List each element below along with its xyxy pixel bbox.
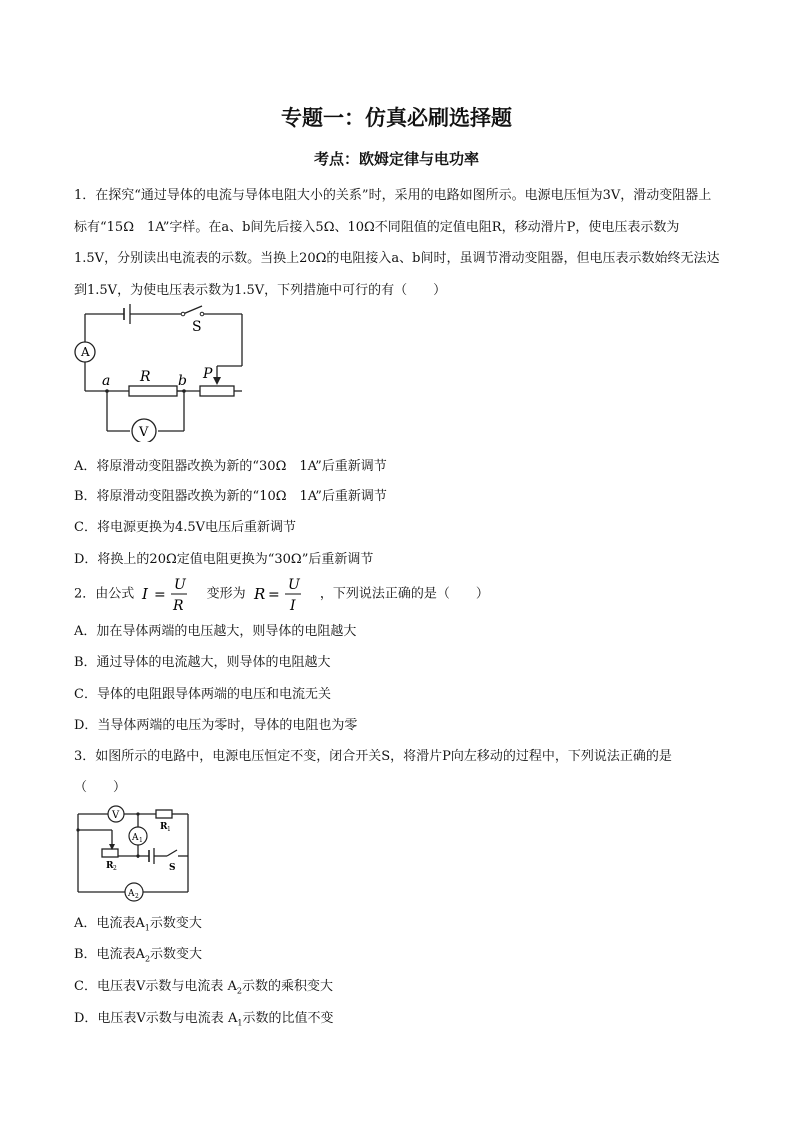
q3-option-a xyxy=(74,914,202,939)
q3-r1-label: R xyxy=(160,822,168,832)
q2-formula2-denominator: I xyxy=(289,598,296,614)
q3-ammeter2-subscript: 2 xyxy=(135,893,139,900)
q1-resistor-label: R xyxy=(140,369,151,385)
q3-option-b-subscript: 2 xyxy=(144,954,151,964)
q2-middle: 变形为 xyxy=(206,586,246,602)
q2-formula2-lhs: R xyxy=(253,585,266,603)
q3-option-a-text-end: 示数变大 xyxy=(149,916,202,931)
q3-ammeter1-label: A xyxy=(132,833,139,843)
q3-ammeter2-label: A xyxy=(128,889,135,899)
q1-ammeter-label: A xyxy=(81,345,90,359)
page-subtitle: 考点：欧姆定律与电功率 xyxy=(313,150,479,168)
q3-r2-subscript: 2 xyxy=(113,865,117,872)
page-title: 专题一：仿真必刷选择题 xyxy=(281,106,512,130)
q3-ammeter1-subscript: 1 xyxy=(139,837,143,844)
q2-suffix: ，下列说法正确的是（ ） xyxy=(319,586,489,602)
q1-option-a: A．将原滑动变阻器改换为新的“30Ω 1A”后重新调节 xyxy=(74,459,387,474)
q2-formula-resistance xyxy=(252,572,314,616)
q2-option-c: C．导体的电阻跟导体两端的电压和电流无关 xyxy=(74,687,331,702)
q2-prefix: 2．由公式 xyxy=(74,586,135,602)
q3-option-b-text: B．电流表A xyxy=(74,947,145,962)
q1-node-a-label: a xyxy=(102,373,111,389)
svg-text:=: = xyxy=(267,587,280,603)
q3-circuit-diagram xyxy=(74,804,196,904)
q3-option-d xyxy=(74,1009,333,1034)
q3-stem-line1: 3．如图所示的电路中，电源电压恒定不变，闭合开关S，将滑片P向左移动的过程中，下列说法正确的是 xyxy=(74,749,672,764)
q2-formula-ohms-law xyxy=(140,572,200,616)
q2-stem xyxy=(74,572,489,617)
q2-option-d: D．当导体两端的电压为零时，导体的电阻也为零 xyxy=(74,718,358,733)
q1-switch-label: S xyxy=(192,319,202,335)
q1-option-b: B．将原滑动变阻器改换为新的“10Ω 1A”后重新调节 xyxy=(74,489,387,504)
q1-node-b-label: b xyxy=(178,373,187,389)
q1-circuit-diagram xyxy=(72,302,247,442)
q3-option-d-text-end: 示数的比值不变 xyxy=(242,1011,334,1026)
q3-option-a-text: A．电流表A xyxy=(74,916,145,931)
q2-formula2-numerator: U xyxy=(287,577,300,593)
q2-option-a: A．加在导体两端的电压越大，则导体的电阻越大 xyxy=(74,624,357,639)
q3-voltmeter-label: V xyxy=(112,810,120,821)
q3-option-b xyxy=(74,945,202,970)
q3-switch-label: S xyxy=(169,863,176,873)
q1-slider-label: P xyxy=(203,366,213,382)
q3-r1-subscript: 1 xyxy=(167,826,171,833)
q2-formula1-lhs: I xyxy=(142,585,149,603)
q3-option-c xyxy=(74,977,333,1002)
q1-option-c: C．将电源更换为4.5V电压后重新调节 xyxy=(74,520,297,535)
svg-text:=: = xyxy=(154,587,167,603)
q2-option-b: B．通过导体的电流越大，则导体的电阻越大 xyxy=(74,655,331,670)
q3-option-c-text: C．电压表V示数与电流表 A xyxy=(74,979,237,994)
q3-option-a-subscript: 1 xyxy=(144,923,150,933)
q2-formula1-numerator: U xyxy=(174,577,187,593)
q3-option-d-text: D．电压表V示数与电流表 A xyxy=(74,1011,238,1026)
q3-r2-label: R xyxy=(106,861,114,871)
q3-option-c-subscript: 2 xyxy=(236,986,242,996)
q2-formula1-denominator: R xyxy=(173,598,184,614)
q3-option-c-text-end: 示数的乘积变大 xyxy=(241,979,333,994)
q3-stem-line2: （ ） xyxy=(74,780,127,795)
q3-option-d-subscript: 1 xyxy=(237,1018,243,1028)
q3-option-b-text-end: 示数变大 xyxy=(150,947,203,962)
q1-voltmeter-label: V xyxy=(139,425,149,440)
q1-stem: 1．在探究“通过导体的电流与导体电阻大小的关系”时，采用的电路如图所示。电源电压恒为3V，滑动变阻器上标有“15Ω 1A”字样。在a、b间先后接入5Ω、10Ω不同阻值的定值电阻R，移动滑片P，使电压表示数为1.5V，分别读出电流表的示数。当换上20Ω的电阻接入a、b间时，虽调节滑动变阻器，但电压表示数始终无法达到1.5V，为使电压表示数为1.5V，下列措施中可行的有（ ） xyxy=(74,188,720,298)
q1-option-d: D．将换上的20Ω定值电阻更换为“30Ω”后重新调节 xyxy=(74,552,374,567)
